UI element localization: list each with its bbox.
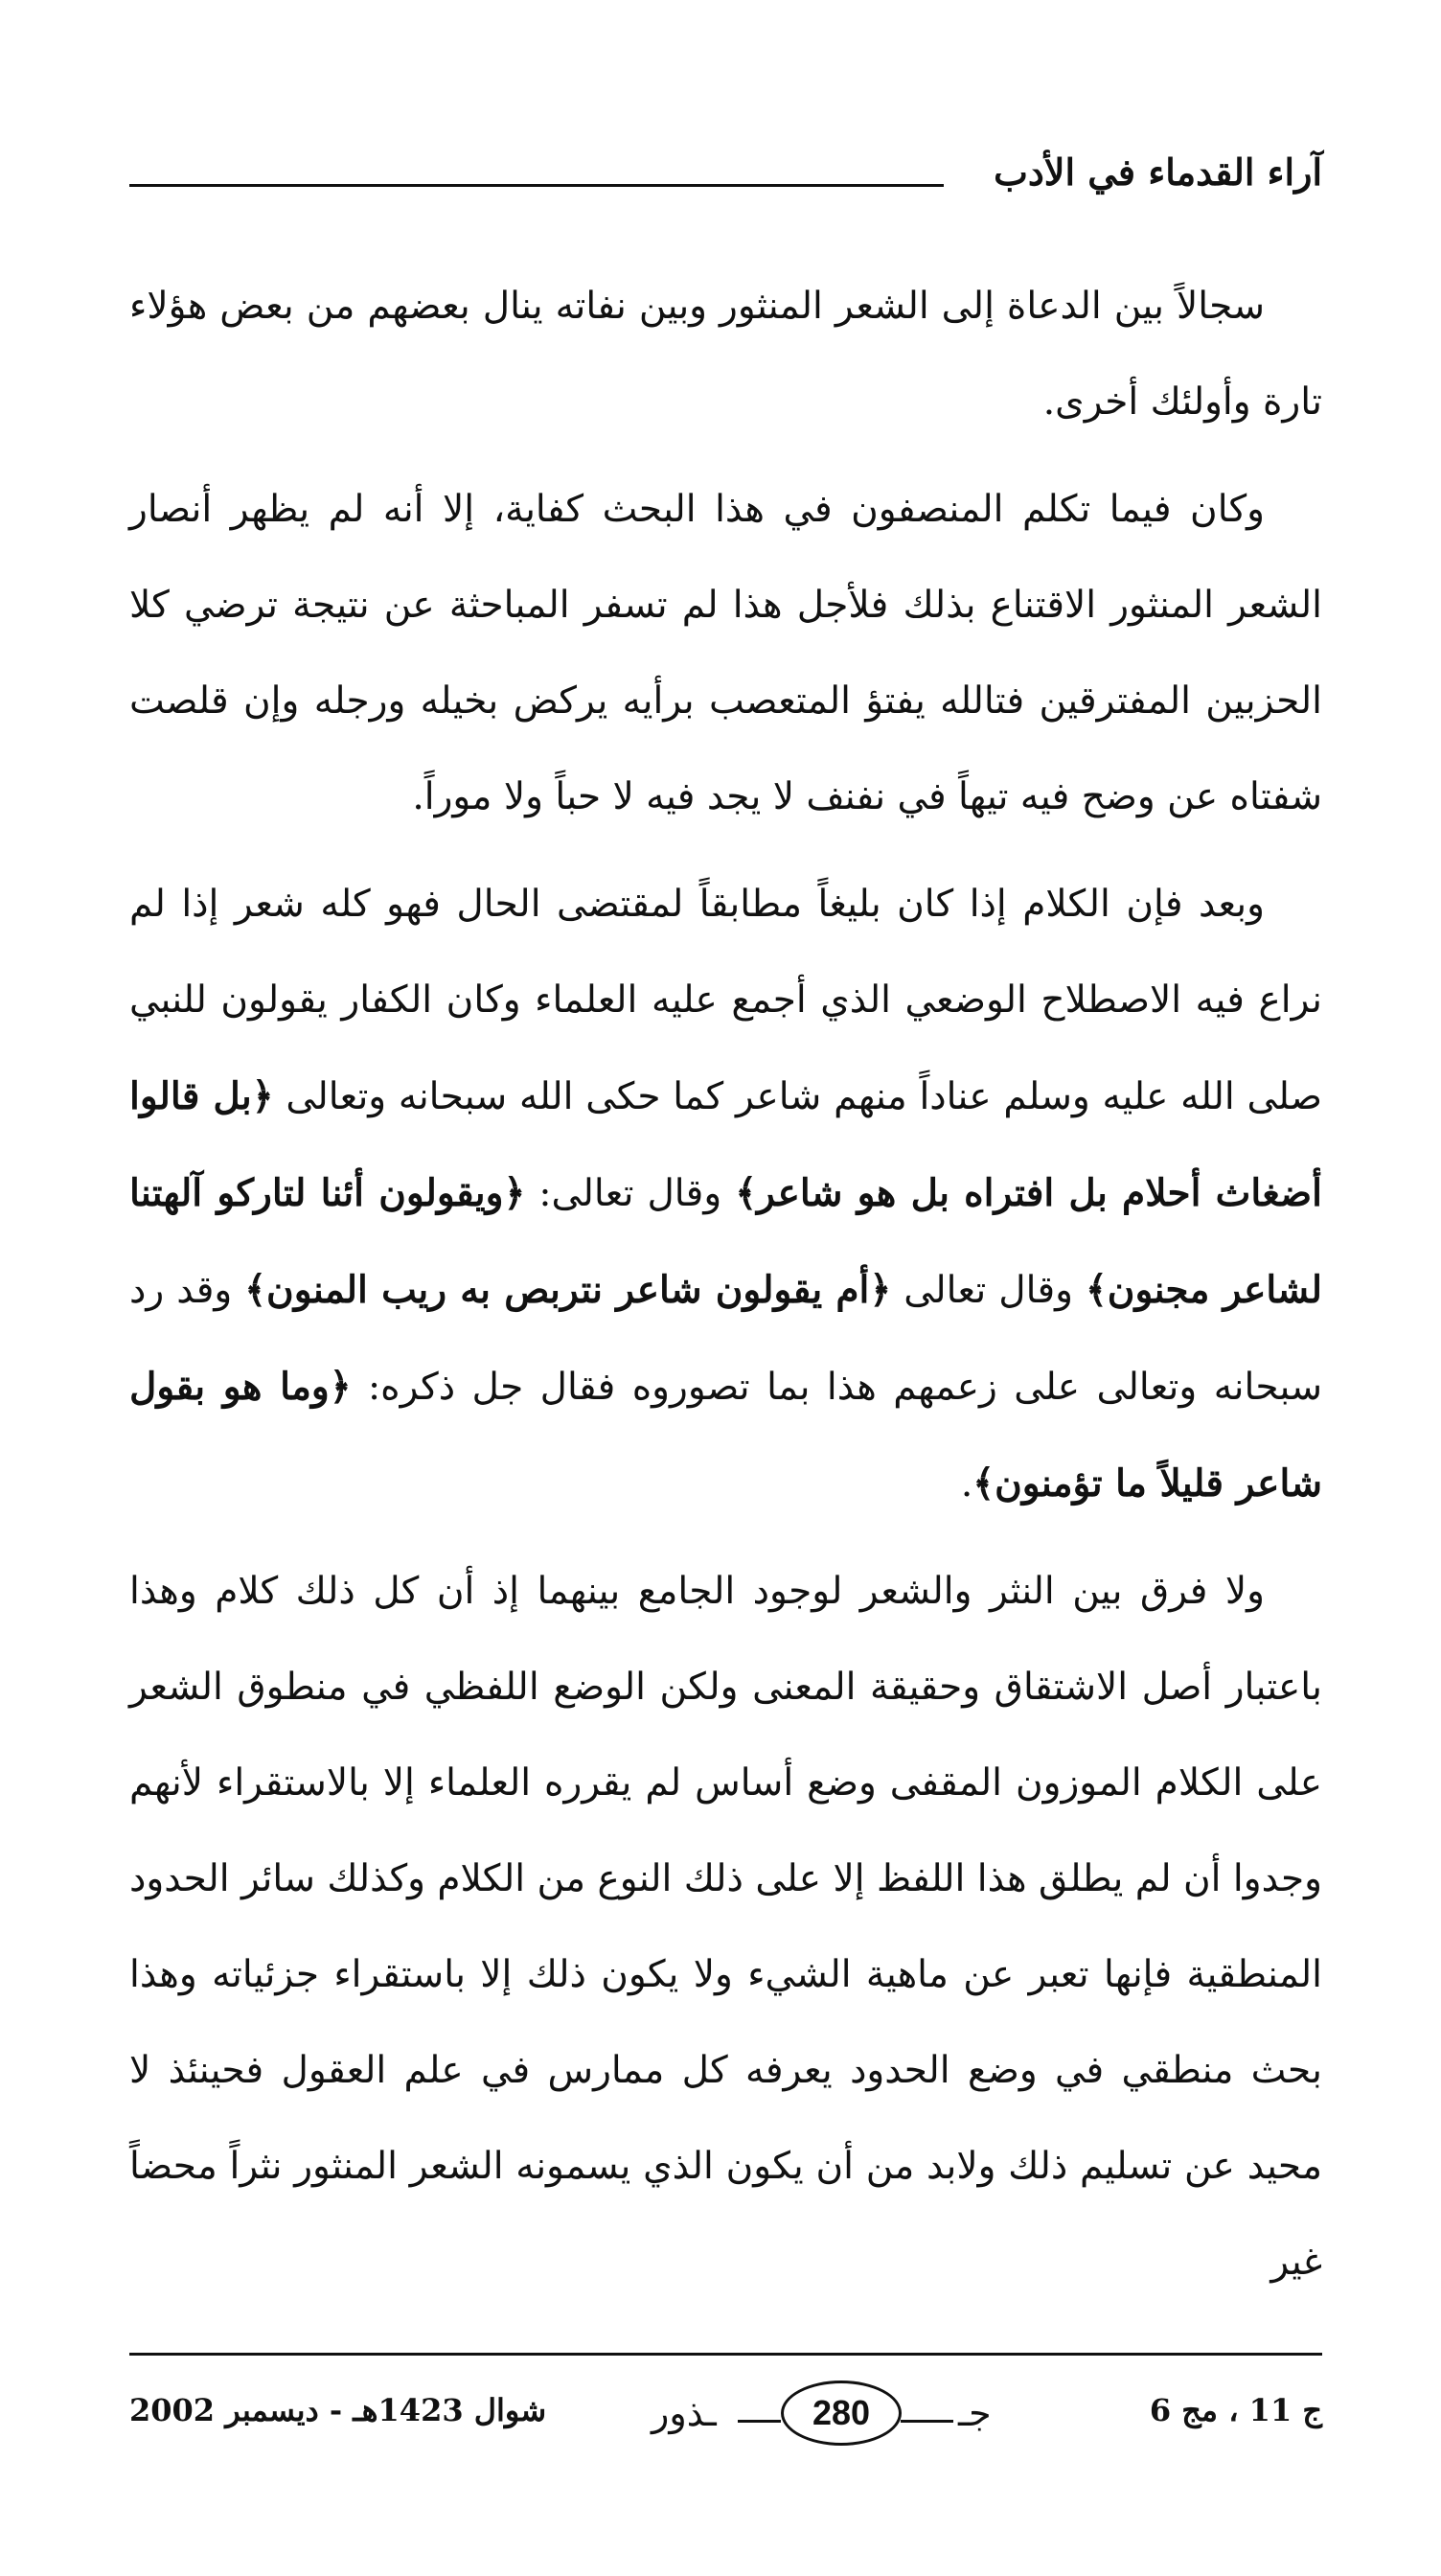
running-header (129, 144, 1322, 201)
paragraph-3-text-4: وقد رد سبحانه وتعالى على زعمهم هذا بما تصوروه فقال جل ذكره: (129, 1269, 1322, 1409)
paragraph-3-text-2: وقال تعالى: (525, 1172, 736, 1215)
paragraph-3 (129, 857, 1322, 1532)
footer-rule (129, 2353, 1322, 2356)
journal-letter: جـ (958, 2392, 992, 2434)
article-body (129, 259, 1322, 2311)
journal-name: ـذور (652, 2392, 717, 2434)
quran-quote-1: ﴿بل قالوا أضغاث أحلام بل افتراه بل هو شاعر﴾ (129, 1074, 1322, 1215)
paragraph-3-text-5: . (960, 1462, 973, 1506)
quran-quote-2: ﴿ويقولون أئنا لتاركو آلهتنا لشاعر مجنون﴾ (129, 1171, 1322, 1312)
logo-line-left (738, 2420, 781, 2423)
logo-line-right (901, 2420, 953, 2423)
paragraph-3-text-3: وقال تعالى (891, 1269, 1086, 1312)
journal-logo (652, 2377, 1016, 2463)
paragraph-3-text-1: وبعد فإن الكلام إذا كان بليغاً مطابقاً لمقتضى الحال فهو كله شعر إذا لم نراع فيه الاصطلاح الوضعي الذي أجمع عليه العلماء وكان الكفار يقولون للنبي صلى الله عليه وسلم عناداً منهم شاعر كما حكى الله سبحانه وتعالى (129, 883, 1322, 1118)
paragraph-2: وكان فيما تكلم المنصفون في هذا البحث كفاية، إلا أنه لم يظهر أنصار الشعر المنثور الاقتناع بذلك فلأجل هذا لم تسفر المباحثة عن نتيجة ترضي كلا الحزبين المفترقين فتالله يفتؤ المتعصب برأيه يركض بخيله ورجله وإن قلصت شفتاه عن وضح فيه تيهاً في نفنف لا يجد فيه لا حباً ولا موراً. (129, 488, 1322, 818)
issue-date: شوال 1423هـ - ديسمبر 2002 (129, 2392, 547, 2428)
header-title: آراء القدماء في الأدب (994, 150, 1322, 194)
quran-quote-3: ﴿أم يقولون شاعر نتربص به ريب المنون﴾ (244, 1268, 892, 1312)
paragraph-1: سجالاً بين الدعاة إلى الشعر المنثور وبين نفاته ينال بعضهم من بعض هؤلاء تارة وأولئك أخرى. (129, 285, 1322, 424)
page-footer (129, 2377, 1322, 2472)
paragraph-4: ولا فرق بين النثر والشعر لوجود الجامع بينهما إذ أن كل ذلك كلام وهذا باعتبار أصل الاشتقاق وحقيقة المعنى ولكن الوضع اللفظي في منطوق الشعر على الكلام الموزون المقفى وضع أساس لم يقرره العلماء إلا بالاستقراء لأنهم وجدوا أن لم يطلق هذا اللفظ إلا على ذلك النوع من الكلام وكذلك سائر الحدود المنطقية فإنها تعبر عن ماهية الشيء ولا يكون ذلك إلا باستقراء جزئياته وهذا بحث منطقي في وضع الحدود يعرفه كل ممارس في علم العقول فحينئذ لا محيد عن تسليم ذلك ولابد من أن يكون الذي يسمونه الشعر المنثور نثراً محضاً غير (129, 1570, 1322, 2284)
quran-quote-4: ﴿وما هو بقول شاعر قليلاً ما تؤمنون﴾ (129, 1365, 1322, 1506)
issue-info: ج 11 ، مج 6 (1149, 2392, 1322, 2428)
page-number: 280 (781, 2380, 902, 2446)
header-rule (129, 184, 944, 187)
